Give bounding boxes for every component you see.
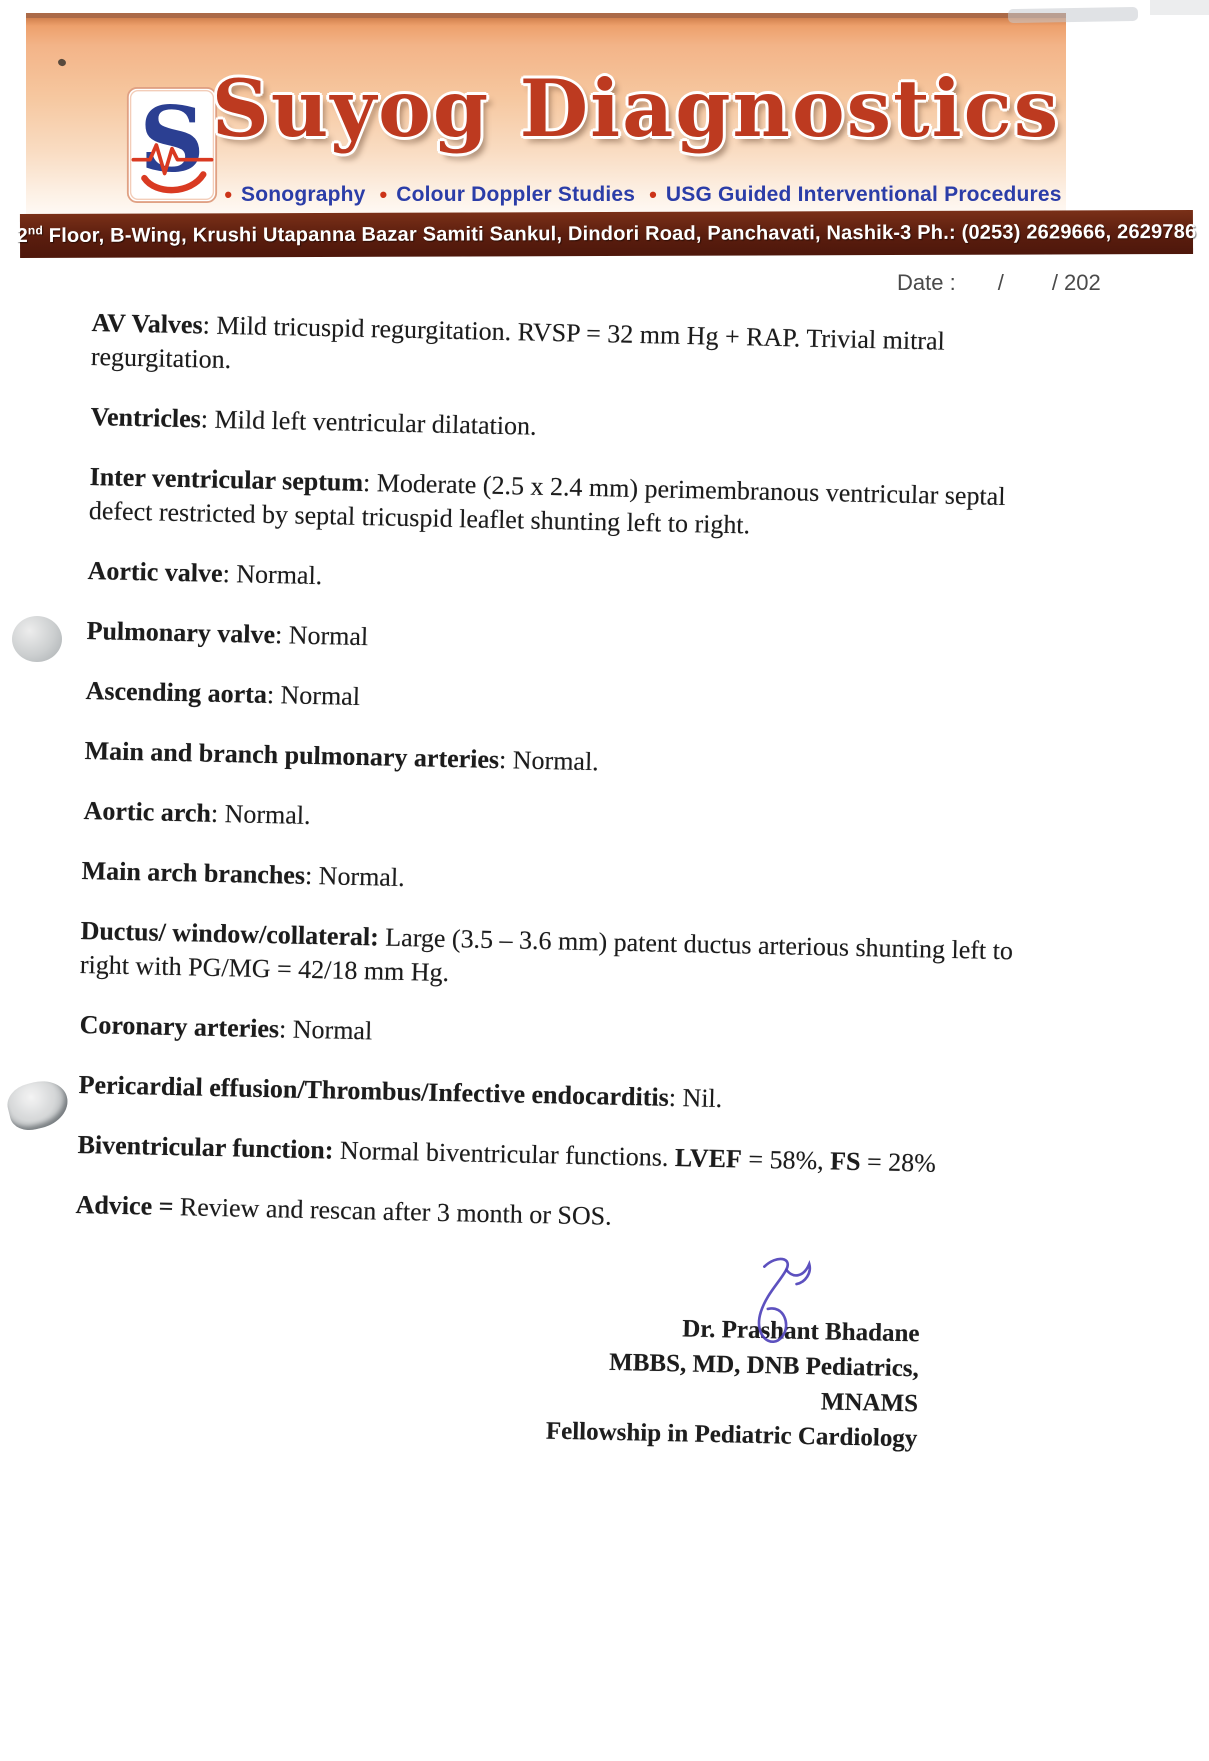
- section-text: = 28%: [859, 1147, 936, 1178]
- section-label: AV Valves: [91, 307, 203, 340]
- section-text: : Normal.: [210, 798, 311, 830]
- section-text: Large (3.5 – 3.6 mm) patent ductus arterious shunting left to right with PG/MG = 42/18 mm Hg.: [79, 922, 1014, 988]
- section-label: FS: [829, 1146, 861, 1177]
- report-section: [84, 734, 1054, 789]
- section-label: Coronary arteries: [79, 1009, 280, 1044]
- section-label: Pericardial effusion/Thrombus/Infective endocarditis: [78, 1069, 669, 1112]
- section-label: Aortic arch: [82, 795, 211, 828]
- letterhead: [26, 18, 1066, 214]
- services-line: [156, 182, 1116, 208]
- section-text: = 58%,: [741, 1144, 831, 1176]
- section-text: : Mild left ventricular dilatation.: [200, 404, 537, 441]
- report-section: [80, 914, 1054, 1003]
- report-section: [83, 794, 1054, 849]
- address-superscript: nd: [27, 222, 44, 237]
- bullet-icon: •: [379, 182, 388, 207]
- section-text: : Normal: [266, 679, 361, 711]
- address-prefix: 2: [16, 224, 28, 247]
- address-text: [17, 220, 1197, 247]
- signature-icon: [736, 1251, 826, 1365]
- report-section: [86, 614, 1053, 669]
- section-label: Main arch branches: [81, 855, 306, 890]
- section-text: : Normal.: [305, 860, 406, 893]
- service-label: USG Guided Interventional Procedures: [665, 183, 1062, 206]
- scan-blob-artifact: [3, 1075, 72, 1134]
- signature-block: [517, 1308, 920, 1456]
- section-label: Ductus/ window/collateral:: [80, 915, 380, 952]
- service-label: Sonography: [241, 183, 366, 206]
- section-label: Aortic valve: [87, 555, 224, 588]
- address-bar: [16, 210, 1197, 258]
- report-section: [77, 1128, 1054, 1183]
- report-section: [85, 674, 1054, 729]
- report-section: [88, 554, 1054, 609]
- section-text: : Mild tricuspid regurgitation. RVSP = 32 mm Hg + RAP. Trivial mitral regurgitation.: [90, 310, 946, 375]
- scan-hole-artifact: [12, 616, 62, 662]
- section-label: LVEF: [674, 1143, 742, 1174]
- section-label: Biventricular function:: [76, 1129, 334, 1165]
- section-label: Ascending aorta: [85, 675, 268, 709]
- scan-smudge-corner: [1150, 0, 1209, 15]
- date-label: Date :: [897, 270, 956, 295]
- section-text: Review and rescan after 3 month or SOS.: [180, 1192, 613, 1231]
- section-text: : Normal.: [498, 745, 599, 777]
- report-section: [79, 1008, 1054, 1063]
- section-label: Main and branch pulmonary arteries: [84, 735, 500, 775]
- report-section: [76, 1188, 1054, 1243]
- section-label: Advice =: [75, 1189, 181, 1222]
- date-day-slash: /: [997, 270, 1004, 295]
- address-rest: Floor, B-Wing, Krushi Utapanna Bazar Samiti Sankul, Dindori Road, Panchavati, Nashik-3 Ph.: (0253) 2629666, 2629786: [42, 220, 1197, 247]
- section-text: : Moderate (2.5 x 2.4 mm) perimembranous ventricular septal defect restricted by septal tricuspid leaflet shunting left to right.: [88, 467, 1006, 540]
- bullet-icon: •: [649, 182, 657, 207]
- report-section: [90, 400, 1054, 455]
- doctor-qualifications: MBBS, MD, DNB Pediatrics, MNAMS: [608, 1348, 920, 1418]
- section-label: Pulmonary valve: [86, 615, 276, 650]
- clinic-name: Suyog Diagnostics: [211, 62, 1061, 155]
- report-section: [88, 460, 1054, 549]
- service-label: Colour Doppler Studies: [396, 183, 636, 206]
- section-text: : Normal: [278, 1014, 373, 1046]
- report-section: [82, 854, 1054, 909]
- report-section: [91, 306, 1054, 395]
- scan-smudge: [1008, 7, 1138, 23]
- section-text: : Normal: [274, 620, 369, 652]
- date-line: [897, 270, 1101, 296]
- bullet-icon: •: [224, 182, 233, 207]
- report-body: [76, 306, 1054, 1248]
- section-label: Inter ventricular septum: [88, 461, 363, 497]
- section-text: : Nil.: [668, 1082, 723, 1114]
- logo-letter: S: [139, 86, 205, 193]
- section-text: : Normal.: [222, 558, 323, 591]
- date-year-slash: / 202: [1051, 270, 1101, 295]
- section-label: Ventricles: [90, 401, 201, 434]
- doctor-fellowship: Fellowship in Pediatric Cardiology: [545, 1417, 918, 1453]
- section-text: Normal biventricular functions.: [332, 1135, 675, 1173]
- report-section: [78, 1068, 1054, 1123]
- doctor-name: Dr. Prashant Bhadane: [681, 1315, 920, 1348]
